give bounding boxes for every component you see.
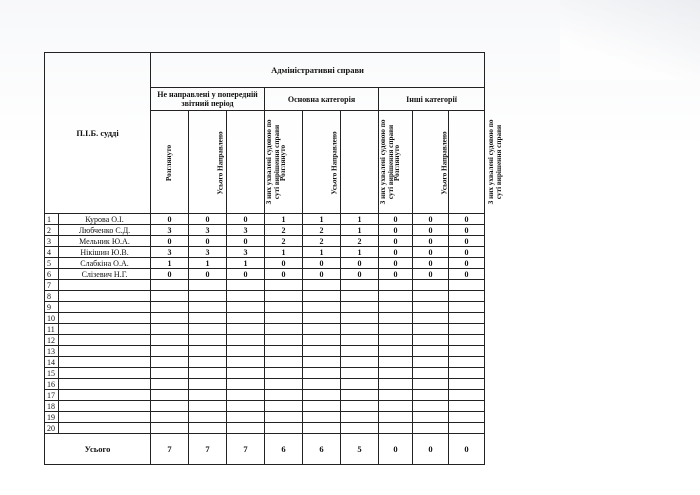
value-cell <box>303 280 341 291</box>
judge-name-cell: Мельник Ю.А. <box>59 236 151 247</box>
group-header-previous-period: Не направлені у попередній звітний період <box>151 88 265 111</box>
value-cell <box>449 412 485 423</box>
row-number: 15 <box>45 368 59 379</box>
value-cell <box>303 412 341 423</box>
value-cell <box>379 357 413 368</box>
value-cell <box>151 324 189 335</box>
value-cell: 0 <box>379 247 413 258</box>
table-row <box>45 214 485 225</box>
total-label: Усього <box>45 434 151 465</box>
total-value-cell: 0 <box>379 434 413 465</box>
value-cell <box>151 280 189 291</box>
table-row <box>45 313 485 324</box>
value-cell: 0 <box>413 269 449 280</box>
value-cell: 0 <box>227 269 265 280</box>
value-cell <box>227 379 265 390</box>
value-cell <box>303 401 341 412</box>
table-row <box>45 379 485 390</box>
value-cell: 0 <box>413 214 449 225</box>
value-cell <box>151 412 189 423</box>
value-cell: 3 <box>151 247 189 258</box>
value-cell <box>227 280 265 291</box>
value-cell <box>449 346 485 357</box>
value-cell <box>151 302 189 313</box>
value-cell <box>151 291 189 302</box>
value-cell: 0 <box>449 269 485 280</box>
value-cell: 0 <box>449 247 485 258</box>
value-cell <box>151 379 189 390</box>
row-number: 2 <box>45 225 59 236</box>
total-value-cell: 7 <box>151 434 189 465</box>
value-cell <box>303 346 341 357</box>
judge-name-cell: Курова О.І. <box>59 214 151 225</box>
value-cell: 0 <box>265 269 303 280</box>
value-cell: 0 <box>413 225 449 236</box>
row-number: 19 <box>45 412 59 423</box>
row-number: 3 <box>45 236 59 247</box>
table-row <box>45 280 485 291</box>
total-value-cell: 7 <box>227 434 265 465</box>
table-row <box>45 423 485 434</box>
value-cell: 3 <box>227 225 265 236</box>
row-number: 9 <box>45 302 59 313</box>
value-cell <box>151 346 189 357</box>
value-cell <box>413 313 449 324</box>
total-value-cell: 5 <box>341 434 379 465</box>
column-header-label: Розглянуто <box>165 144 174 182</box>
table-row <box>45 269 485 280</box>
value-cell <box>413 368 449 379</box>
value-cell: 0 <box>227 236 265 247</box>
judge-name-cell <box>59 346 151 357</box>
value-cell <box>379 401 413 412</box>
row-number: 16 <box>45 379 59 390</box>
value-cell: 3 <box>227 247 265 258</box>
column-header-label: Усього Направлено <box>330 131 339 195</box>
total-value-cell: 0 <box>449 434 485 465</box>
value-cell <box>227 313 265 324</box>
value-cell <box>379 313 413 324</box>
value-cell <box>265 412 303 423</box>
value-cell <box>413 423 449 434</box>
table-row <box>45 346 485 357</box>
value-cell: 1 <box>341 225 379 236</box>
value-cell <box>341 379 379 390</box>
value-cell <box>151 313 189 324</box>
value-cell <box>449 280 485 291</box>
row-number: 10 <box>45 313 59 324</box>
judge-name-cell <box>59 390 151 401</box>
value-cell <box>227 401 265 412</box>
value-cell <box>265 324 303 335</box>
column-header-1 <box>151 111 189 214</box>
judge-name-cell: Слабкіна О.А. <box>59 258 151 269</box>
value-cell <box>379 423 413 434</box>
table-row <box>45 236 485 247</box>
judge-name-cell <box>59 280 151 291</box>
value-cell: 0 <box>151 269 189 280</box>
value-cell <box>449 335 485 346</box>
value-cell <box>303 324 341 335</box>
group-header-other-categories: Інші категорії <box>379 88 485 111</box>
value-cell: 1 <box>341 214 379 225</box>
value-cell: 0 <box>227 214 265 225</box>
value-cell <box>189 401 227 412</box>
value-cell <box>227 423 265 434</box>
value-cell <box>341 324 379 335</box>
judge-name-cell <box>59 423 151 434</box>
table-row <box>45 291 485 302</box>
table-row <box>45 401 485 412</box>
value-cell <box>379 324 413 335</box>
judge-name-cell <box>59 357 151 368</box>
value-cell <box>303 335 341 346</box>
value-cell <box>189 390 227 401</box>
judge-name-cell <box>59 302 151 313</box>
value-cell <box>227 346 265 357</box>
value-cell <box>265 390 303 401</box>
value-cell: 3 <box>189 225 227 236</box>
value-cell <box>449 390 485 401</box>
value-cell: 0 <box>449 236 485 247</box>
value-cell <box>227 390 265 401</box>
value-cell: 3 <box>189 247 227 258</box>
value-cell <box>303 313 341 324</box>
table-row <box>45 335 485 346</box>
value-cell <box>189 280 227 291</box>
table-row <box>45 247 485 258</box>
value-cell <box>413 390 449 401</box>
value-cell <box>379 412 413 423</box>
value-cell <box>265 302 303 313</box>
value-cell <box>151 423 189 434</box>
value-cell: 0 <box>189 269 227 280</box>
value-cell <box>227 368 265 379</box>
total-value-cell: 6 <box>303 434 341 465</box>
value-cell <box>449 357 485 368</box>
value-cell <box>303 423 341 434</box>
value-cell <box>449 379 485 390</box>
judge-name-cell <box>59 412 151 423</box>
row-number: 11 <box>45 324 59 335</box>
column-header-label: З них ухвалені судовою по суті вирішення справи <box>487 119 504 205</box>
group-header-main-category: Основна категорія <box>265 88 379 111</box>
value-cell <box>151 401 189 412</box>
value-cell <box>303 390 341 401</box>
value-cell <box>303 291 341 302</box>
column-header-label: Розглянуто <box>393 144 402 182</box>
row-number: 18 <box>45 401 59 412</box>
total-row <box>45 434 485 465</box>
judge-name-header: П.І.Б. судді <box>45 53 151 214</box>
column-header-9 <box>449 111 504 214</box>
judge-name-cell <box>59 379 151 390</box>
value-cell <box>449 324 485 335</box>
value-cell <box>413 346 449 357</box>
value-cell <box>341 335 379 346</box>
value-cell: 2 <box>265 236 303 247</box>
value-cell <box>341 401 379 412</box>
judge-name-cell: Нікішин Ю.В. <box>59 247 151 258</box>
value-cell <box>151 368 189 379</box>
value-cell <box>189 423 227 434</box>
value-cell: 1 <box>303 214 341 225</box>
row-number: 13 <box>45 346 59 357</box>
value-cell: 0 <box>341 269 379 280</box>
row-number: 7 <box>45 280 59 291</box>
column-header-label: З них ухвалені судовою по суті вирішення справи <box>265 119 282 205</box>
value-cell <box>227 412 265 423</box>
row-number: 5 <box>45 258 59 269</box>
value-cell: 1 <box>303 247 341 258</box>
value-cell <box>341 412 379 423</box>
value-cell <box>379 335 413 346</box>
value-cell <box>265 335 303 346</box>
column-header-label: Розглянуто <box>279 144 288 182</box>
column-header-3 <box>227 111 282 214</box>
value-cell <box>341 280 379 291</box>
value-cell <box>341 390 379 401</box>
value-cell: 0 <box>449 258 485 269</box>
column-header-2 <box>189 111 227 214</box>
page-corner-fold <box>560 0 700 80</box>
value-cell: 1 <box>265 247 303 258</box>
value-cell: 1 <box>265 214 303 225</box>
value-cell <box>379 302 413 313</box>
value-cell <box>265 357 303 368</box>
value-cell: 0 <box>413 258 449 269</box>
total-value-cell: 7 <box>189 434 227 465</box>
value-cell: 0 <box>151 214 189 225</box>
value-cell <box>341 313 379 324</box>
value-cell: 1 <box>341 247 379 258</box>
value-cell <box>189 291 227 302</box>
value-cell <box>449 313 485 324</box>
value-cell <box>449 291 485 302</box>
judge-name-cell <box>59 291 151 302</box>
row-number: 1 <box>45 214 59 225</box>
value-cell: 1 <box>227 258 265 269</box>
value-cell <box>151 357 189 368</box>
value-cell <box>413 379 449 390</box>
value-cell <box>189 324 227 335</box>
row-number: 17 <box>45 390 59 401</box>
value-cell <box>379 368 413 379</box>
table-row <box>45 225 485 236</box>
value-cell: 0 <box>341 258 379 269</box>
value-cell <box>265 423 303 434</box>
value-cell <box>189 379 227 390</box>
value-cell <box>413 302 449 313</box>
judge-name-cell: Любченко С.Д. <box>59 225 151 236</box>
judge-name-cell <box>59 324 151 335</box>
value-cell <box>303 357 341 368</box>
value-cell <box>303 368 341 379</box>
value-cell <box>265 368 303 379</box>
value-cell <box>449 302 485 313</box>
column-header-label: З них ухвалені судовою по суті вирішення справи <box>379 119 396 205</box>
table-row <box>45 324 485 335</box>
row-number: 8 <box>45 291 59 302</box>
value-cell: 0 <box>449 225 485 236</box>
value-cell <box>341 291 379 302</box>
value-cell <box>379 379 413 390</box>
value-cell <box>189 302 227 313</box>
value-cell <box>265 313 303 324</box>
column-header-6 <box>341 111 396 214</box>
value-cell <box>379 390 413 401</box>
value-cell: 3 <box>151 225 189 236</box>
value-cell <box>341 357 379 368</box>
value-cell <box>449 423 485 434</box>
value-cell: 0 <box>189 236 227 247</box>
value-cell: 0 <box>151 236 189 247</box>
value-cell <box>303 379 341 390</box>
table-row <box>45 258 485 269</box>
row-number: 4 <box>45 247 59 258</box>
total-value-cell: 0 <box>413 434 449 465</box>
row-number: 14 <box>45 357 59 368</box>
value-cell: 0 <box>379 258 413 269</box>
value-cell <box>413 335 449 346</box>
value-cell <box>341 368 379 379</box>
judge-name-cell <box>59 313 151 324</box>
value-cell <box>341 423 379 434</box>
value-cell <box>189 412 227 423</box>
value-cell <box>227 302 265 313</box>
value-cell <box>379 291 413 302</box>
value-cell <box>189 357 227 368</box>
value-cell <box>449 368 485 379</box>
value-cell: 0 <box>379 269 413 280</box>
value-cell <box>341 302 379 313</box>
value-cell: 0 <box>303 258 341 269</box>
value-cell <box>379 280 413 291</box>
value-cell <box>189 335 227 346</box>
value-cell <box>227 357 265 368</box>
row-number: 12 <box>45 335 59 346</box>
judge-name-cell: Слізевич Н.Г. <box>59 269 151 280</box>
value-cell <box>413 291 449 302</box>
judge-name-cell <box>59 335 151 346</box>
total-value-cell: 6 <box>265 434 303 465</box>
column-header-label: Усього Направлено <box>440 131 449 195</box>
value-cell: 0 <box>303 269 341 280</box>
value-cell: 0 <box>379 236 413 247</box>
value-cell <box>227 291 265 302</box>
value-cell <box>189 346 227 357</box>
value-cell <box>265 291 303 302</box>
value-cell <box>341 346 379 357</box>
value-cell <box>303 302 341 313</box>
value-cell <box>151 390 189 401</box>
value-cell: 2 <box>303 225 341 236</box>
judge-name-cell <box>59 368 151 379</box>
value-cell: 1 <box>189 258 227 269</box>
value-cell: 0 <box>413 236 449 247</box>
value-cell: 0 <box>379 225 413 236</box>
value-cell: 0 <box>379 214 413 225</box>
value-cell <box>265 379 303 390</box>
value-cell: 0 <box>449 214 485 225</box>
table-row <box>45 368 485 379</box>
value-cell: 0 <box>265 258 303 269</box>
value-cell <box>227 335 265 346</box>
table-row <box>45 390 485 401</box>
row-number: 6 <box>45 269 59 280</box>
value-cell <box>189 368 227 379</box>
table-row <box>45 357 485 368</box>
value-cell <box>265 401 303 412</box>
column-header-8 <box>413 111 449 214</box>
value-cell: 2 <box>265 225 303 236</box>
value-cell <box>189 313 227 324</box>
value-cell <box>413 412 449 423</box>
value-cell <box>413 357 449 368</box>
value-cell: 0 <box>189 214 227 225</box>
value-cell <box>413 401 449 412</box>
value-cell <box>265 280 303 291</box>
table-row <box>45 302 485 313</box>
value-cell <box>151 335 189 346</box>
administrative-cases-header: Адміністративні справи <box>151 53 485 88</box>
value-cell <box>449 401 485 412</box>
value-cell: 2 <box>303 236 341 247</box>
value-cell <box>413 324 449 335</box>
column-header-5 <box>303 111 341 214</box>
value-cell <box>413 280 449 291</box>
judge-name-cell <box>59 401 151 412</box>
value-cell <box>265 346 303 357</box>
cases-report-table <box>44 52 504 465</box>
value-cell: 1 <box>151 258 189 269</box>
value-cell: 2 <box>341 236 379 247</box>
column-header-label: Усього Направлено <box>216 131 225 195</box>
value-cell: 0 <box>413 247 449 258</box>
row-number: 20 <box>45 423 59 434</box>
table-row <box>45 412 485 423</box>
value-cell <box>227 324 265 335</box>
value-cell <box>379 346 413 357</box>
